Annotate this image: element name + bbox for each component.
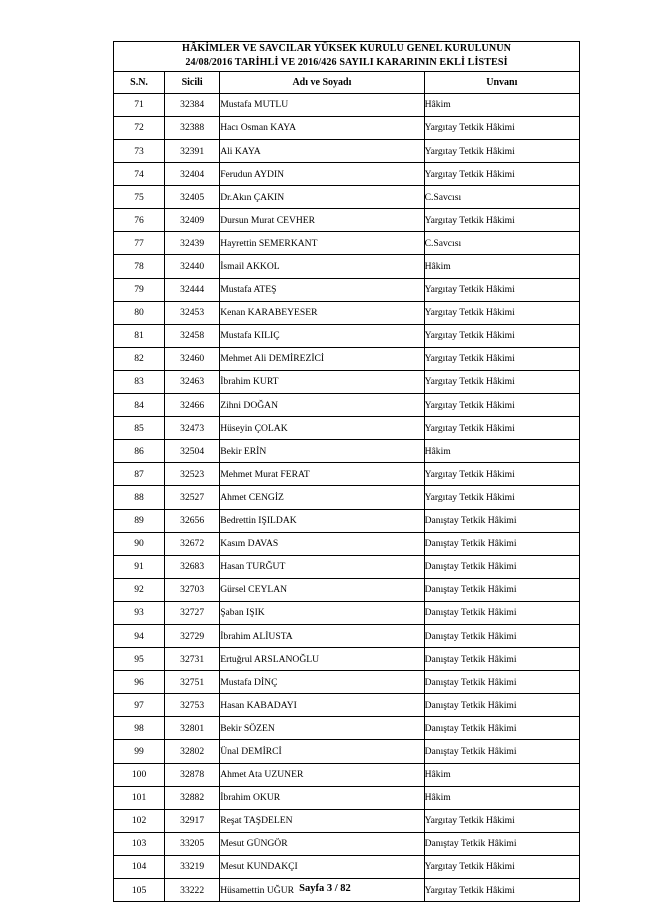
cell-sicil: 32729 — [165, 624, 220, 647]
cell-sn: 86 — [114, 440, 165, 463]
cell-name: İbrahim KURT — [220, 370, 424, 393]
cell-sn: 91 — [114, 555, 165, 578]
cell-sicil: 32504 — [165, 440, 220, 463]
cell-name: Ferudun AYDIN — [220, 163, 424, 186]
cell-sicil: 32453 — [165, 301, 220, 324]
cell-name: Kenan KARABEYESER — [220, 301, 424, 324]
cell-sn: 105 — [114, 879, 165, 902]
cell-title: Yargıtay Tetkik Hâkimi — [424, 278, 579, 301]
cell-sicil: 33222 — [165, 879, 220, 902]
cell-sicil: 32404 — [165, 163, 220, 186]
cell-sicil: 32753 — [165, 694, 220, 717]
cell-title: Danıştay Tetkik Hâkimi — [424, 509, 579, 532]
cell-title: Yargıtay Tetkik Hâkimi — [424, 417, 579, 440]
cell-sicil: 32672 — [165, 532, 220, 555]
cell-sicil: 32460 — [165, 347, 220, 370]
table-row — [114, 486, 580, 509]
table-row — [114, 509, 580, 532]
cell-title: Danıştay Tetkik Hâkimi — [424, 671, 579, 694]
cell-sicil: 32466 — [165, 394, 220, 417]
cell-title: Yargıtay Tetkik Hâkimi — [424, 463, 579, 486]
document-title — [114, 42, 580, 72]
table-row — [114, 93, 580, 116]
cell-name: İsmail AKKOL — [220, 255, 424, 278]
column-header-sn: S.N. — [114, 71, 165, 93]
cell-title: Yargıtay Tetkik Hâkimi — [424, 140, 579, 163]
cell-sn: 85 — [114, 417, 165, 440]
cell-title: Yargıtay Tetkik Hâkimi — [424, 809, 579, 832]
cell-title: Hâkim — [424, 786, 579, 809]
cell-name: Bekir SÖZEN — [220, 717, 424, 740]
cell-sicil: 32683 — [165, 555, 220, 578]
cell-title: Danıştay Tetkik Hâkimi — [424, 740, 579, 763]
cell-sicil: 32801 — [165, 717, 220, 740]
table-row — [114, 301, 580, 324]
cell-name: İbrahim ALİUSTA — [220, 624, 424, 647]
cell-sicil: 32444 — [165, 278, 220, 301]
cell-name: Ertuğrul ARSLANOĞLU — [220, 648, 424, 671]
cell-sn: 81 — [114, 324, 165, 347]
cell-name: Ahmet Ata UZUNER — [220, 763, 424, 786]
cell-sicil: 33205 — [165, 832, 220, 855]
cell-name: Mustafa KILIÇ — [220, 324, 424, 347]
cell-title: Yargıtay Tetkik Hâkimi — [424, 370, 579, 393]
cell-title: Danıştay Tetkik Hâkimi — [424, 694, 579, 717]
cell-name: Ünal DEMİRCİ — [220, 740, 424, 763]
cell-title: C.Savcısı — [424, 232, 579, 255]
title-line-2: 24/08/2016 TARİHLİ VE 2016/426 SAYILI KARARININ EKLİ LİSTESİ — [185, 57, 508, 69]
cell-name: Mustafa DİNÇ — [220, 671, 424, 694]
cell-title: Yargıtay Tetkik Hâkimi — [424, 301, 579, 324]
table-row — [114, 140, 580, 163]
cell-title: Yargıtay Tetkik Hâkimi — [424, 855, 579, 878]
cell-name: Gürsel CEYLAN — [220, 578, 424, 601]
table-row — [114, 324, 580, 347]
cell-name: Hacı Osman KAYA — [220, 116, 424, 139]
table-row — [114, 809, 580, 832]
cell-sn: 93 — [114, 601, 165, 624]
cell-sn: 89 — [114, 509, 165, 532]
page-footer: Sayfa 3 / 82 — [299, 883, 351, 894]
table-title-row — [114, 42, 580, 72]
cell-sicil: 32439 — [165, 232, 220, 255]
cell-sn: 71 — [114, 93, 165, 116]
table-row — [114, 255, 580, 278]
cell-name: Hasan TURĞUT — [220, 555, 424, 578]
table-row — [114, 832, 580, 855]
table-row — [114, 740, 580, 763]
table-row — [114, 763, 580, 786]
column-header-title: Unvanı — [424, 71, 579, 93]
cell-sicil: 32523 — [165, 463, 220, 486]
table-row — [114, 694, 580, 717]
cell-name: Mustafa ATEŞ — [220, 278, 424, 301]
table-row — [114, 440, 580, 463]
cell-name: Kasım DAVAS — [220, 532, 424, 555]
cell-name: Mesut KUNDAKÇI — [220, 855, 424, 878]
cell-name: Mesut GÜNGÖR — [220, 832, 424, 855]
cell-sicil: 32802 — [165, 740, 220, 763]
cell-title: Yargıtay Tetkik Hâkimi — [424, 879, 579, 902]
cell-sn: 97 — [114, 694, 165, 717]
cell-sn: 90 — [114, 532, 165, 555]
cell-sicil: 32440 — [165, 255, 220, 278]
table-row — [114, 232, 580, 255]
cell-sn: 96 — [114, 671, 165, 694]
cell-sn: 88 — [114, 486, 165, 509]
cell-sicil: 32463 — [165, 370, 220, 393]
table-row — [114, 209, 580, 232]
cell-title: Yargıtay Tetkik Hâkimi — [424, 163, 579, 186]
cell-name: Ahmet CENGİZ — [220, 486, 424, 509]
cell-sicil: 32391 — [165, 140, 220, 163]
table-row — [114, 278, 580, 301]
table-row — [114, 578, 580, 601]
cell-sicil: 32703 — [165, 578, 220, 601]
cell-title: Yargıtay Tetkik Hâkimi — [424, 394, 579, 417]
cell-name: Dr.Akın ÇAKIN — [220, 186, 424, 209]
cell-name: Dursun Murat CEVHER — [220, 209, 424, 232]
cell-sicil: 32388 — [165, 116, 220, 139]
cell-title: Yargıtay Tetkik Hâkimi — [424, 486, 579, 509]
cell-sn: 74 — [114, 163, 165, 186]
cell-title: Yargıtay Tetkik Hâkimi — [424, 209, 579, 232]
cell-sn: 84 — [114, 394, 165, 417]
cell-sn: 83 — [114, 370, 165, 393]
table-row — [114, 624, 580, 647]
table-row — [114, 116, 580, 139]
cell-sicil: 32656 — [165, 509, 220, 532]
cell-sn: 103 — [114, 832, 165, 855]
cell-sn: 104 — [114, 855, 165, 878]
cell-sn: 87 — [114, 463, 165, 486]
cell-sicil: 32731 — [165, 648, 220, 671]
cell-sn: 78 — [114, 255, 165, 278]
cell-title: Danıştay Tetkik Hâkimi — [424, 624, 579, 647]
cell-name: Reşat TAŞDELEN — [220, 809, 424, 832]
cell-title: Yargıtay Tetkik Hâkimi — [424, 347, 579, 370]
cell-name: Zihni DOĞAN — [220, 394, 424, 417]
table-row — [114, 394, 580, 417]
column-header-sicil: Sicili — [165, 71, 220, 93]
cell-sn: 94 — [114, 624, 165, 647]
table-row — [114, 855, 580, 878]
cell-title: Danıştay Tetkik Hâkimi — [424, 648, 579, 671]
cell-sn: 102 — [114, 809, 165, 832]
cell-name: Mustafa MUTLU — [220, 93, 424, 116]
cell-name: Mehmet Murat FERAT — [220, 463, 424, 486]
cell-name: Hüsamettin UĞUR — [220, 879, 424, 902]
cell-title: Hâkim — [424, 763, 579, 786]
table-row — [114, 786, 580, 809]
cell-name: İbrahim OKUR — [220, 786, 424, 809]
cell-sicil: 32405 — [165, 186, 220, 209]
cell-title: Danıştay Tetkik Hâkimi — [424, 601, 579, 624]
table-row — [114, 186, 580, 209]
column-header-name: Adı ve Soyadı — [220, 71, 424, 93]
cell-sicil: 32917 — [165, 809, 220, 832]
cell-title: Hâkim — [424, 93, 579, 116]
cell-sn: 101 — [114, 786, 165, 809]
cell-sicil: 32527 — [165, 486, 220, 509]
table-row — [114, 648, 580, 671]
cell-sicil: 32882 — [165, 786, 220, 809]
cell-sicil: 32473 — [165, 417, 220, 440]
cell-sn: 76 — [114, 209, 165, 232]
cell-sn: 82 — [114, 347, 165, 370]
table-row — [114, 671, 580, 694]
cell-name: Bedrettin IŞILDAK — [220, 509, 424, 532]
table-row — [114, 370, 580, 393]
cell-sicil: 32384 — [165, 93, 220, 116]
cell-title: Danıştay Tetkik Hâkimi — [424, 578, 579, 601]
cell-sn: 99 — [114, 740, 165, 763]
cell-title: Danıştay Tetkik Hâkimi — [424, 717, 579, 740]
cell-sicil: 32751 — [165, 671, 220, 694]
table-body — [114, 93, 580, 901]
cell-sn: 98 — [114, 717, 165, 740]
cell-sn: 79 — [114, 278, 165, 301]
table-header-row — [114, 71, 580, 93]
cell-sicil: 32409 — [165, 209, 220, 232]
cell-title: Yargıtay Tetkik Hâkimi — [424, 116, 579, 139]
cell-sn: 80 — [114, 301, 165, 324]
cell-sicil: 32727 — [165, 601, 220, 624]
cell-sn: 72 — [114, 116, 165, 139]
table-row — [114, 601, 580, 624]
cell-name: Bekir ERİN — [220, 440, 424, 463]
cell-sicil: 32878 — [165, 763, 220, 786]
cell-sn: 92 — [114, 578, 165, 601]
cell-name: Şaban IŞIK — [220, 601, 424, 624]
table-row — [114, 532, 580, 555]
cell-title: Danıştay Tetkik Hâkimi — [424, 832, 579, 855]
cell-sn: 95 — [114, 648, 165, 671]
cell-title: Hâkim — [424, 255, 579, 278]
cell-sicil: 32458 — [165, 324, 220, 347]
cell-title: Hâkim — [424, 440, 579, 463]
table-row — [114, 555, 580, 578]
cell-name: Mehmet Ali DEMİREZİCİ — [220, 347, 424, 370]
cell-sn: 75 — [114, 186, 165, 209]
cell-name: Ali KAYA — [220, 140, 424, 163]
listing-table — [113, 41, 580, 902]
cell-title: Yargıtay Tetkik Hâkimi — [424, 324, 579, 347]
table-row — [114, 163, 580, 186]
cell-name: Hasan KABADAYI — [220, 694, 424, 717]
cell-name: Hayrettin SEMERKANT — [220, 232, 424, 255]
cell-title: Danıştay Tetkik Hâkimi — [424, 532, 579, 555]
cell-sn: 77 — [114, 232, 165, 255]
table-row — [114, 463, 580, 486]
cell-title: Danıştay Tetkik Hâkimi — [424, 555, 579, 578]
table-row — [114, 717, 580, 740]
table-row — [114, 347, 580, 370]
cell-name: Hüseyin ÇOLAK — [220, 417, 424, 440]
title-line-1: HÂKİMLER VE SAVCILAR YÜKSEK KURULU GENEL KURULUNUN — [182, 43, 511, 54]
cell-title: C.Savcısı — [424, 186, 579, 209]
cell-sn: 73 — [114, 140, 165, 163]
table-row — [114, 417, 580, 440]
cell-sn: 100 — [114, 763, 165, 786]
cell-sicil: 33219 — [165, 855, 220, 878]
